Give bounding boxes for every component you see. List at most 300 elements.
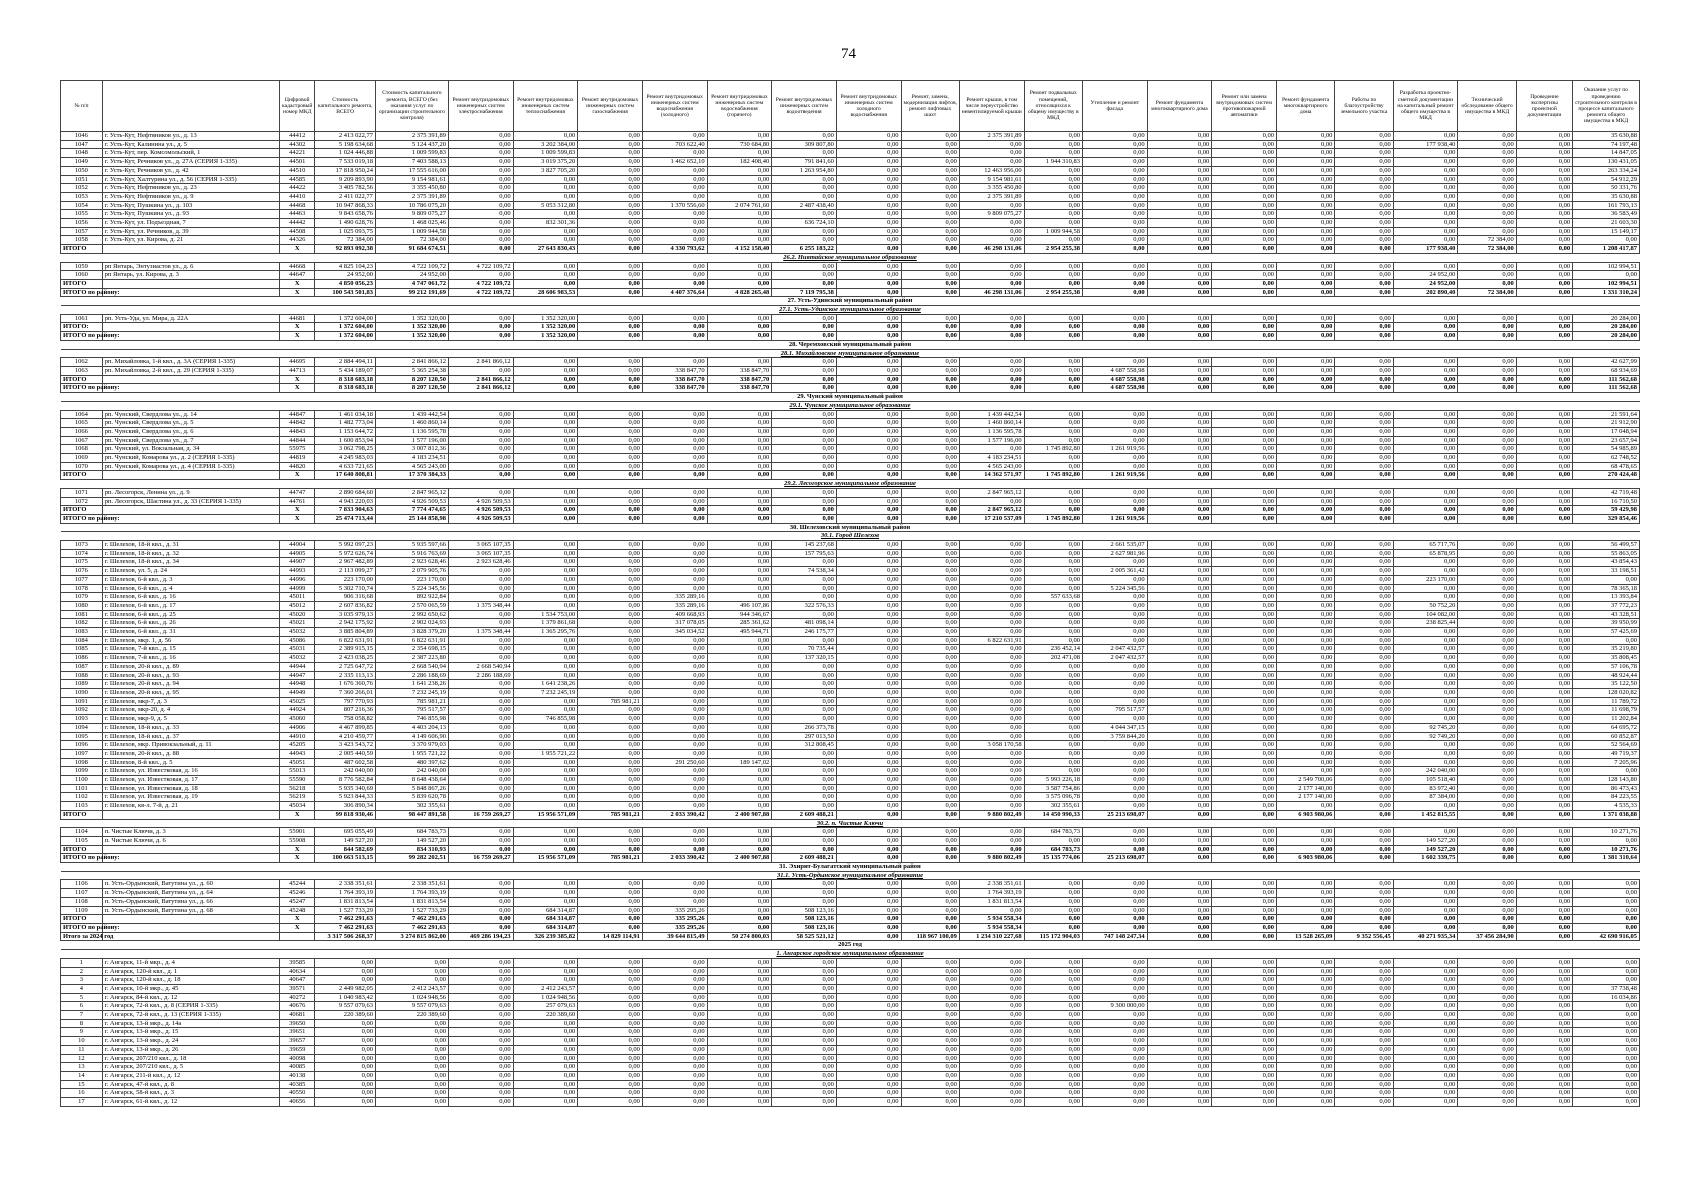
amount-cell: 0,00 [578, 358, 643, 367]
amount-cell: 21 912,90 [1573, 419, 1640, 428]
amount-cell: 0,00 [772, 384, 837, 393]
table-row [61, 366, 1640, 375]
amount-cell: 4 467 899,85 [315, 723, 375, 732]
row-number-cell: 1054 [61, 201, 103, 210]
amount-cell: 0,00 [1147, 506, 1212, 515]
column-header: № п/п [61, 81, 103, 132]
amount-cell: 0,00 [1516, 680, 1572, 689]
amount-cell: 338 847,70 [642, 375, 707, 384]
amount-cell: 0,00 [1516, 767, 1572, 776]
amount-cell: 1 372 604,00 [315, 314, 375, 323]
amount-cell: 0,00 [1458, 732, 1516, 741]
cadastral-code-cell: 44412 [280, 132, 315, 141]
amount-cell: 0,00 [1458, 1037, 1516, 1046]
amount-cell: 1 261 919,56 [1082, 471, 1147, 480]
amount-cell: 0,00 [1335, 506, 1393, 515]
amount-cell: 0,00 [1516, 706, 1572, 715]
amount-cell: 0,00 [1335, 323, 1393, 332]
amount-cell: 4 926 509,53 [448, 506, 513, 515]
amount-cell: 0,00 [901, 462, 959, 471]
address-cell: рп Янтарь, ул. Кирова, д. 3 [102, 271, 279, 280]
address-cell: г. Ангарск, 11-й мкр., д. 4 [102, 958, 279, 967]
amount-cell: 0,00 [1276, 514, 1334, 523]
amount-cell: 2 400 907,88 [707, 854, 772, 863]
amount-cell: 0,00 [1516, 802, 1572, 811]
amount-cell: 0,00 [1276, 236, 1334, 245]
amount-cell: 1 460 860,14 [375, 419, 448, 428]
amount-cell: 0,00 [1458, 323, 1516, 332]
amount-cell: 0,00 [1212, 723, 1277, 732]
amount-cell: 0,00 [448, 610, 513, 619]
amount-cell: 0,00 [836, 889, 901, 898]
amount-cell: 0,00 [836, 1089, 901, 1098]
amount-cell: 0,00 [578, 802, 643, 811]
amount-cell: 0,00 [1276, 445, 1334, 454]
amount-cell: 0,00 [836, 1054, 901, 1063]
amount-cell: 4 210 459,77 [315, 732, 375, 741]
amount-cell: 2 668 540,94 [375, 662, 448, 671]
amount-cell: 0,00 [513, 706, 578, 715]
amount-cell: 0,00 [959, 776, 1024, 785]
district-heading-row [61, 863, 1640, 872]
amount-cell: 0,00 [1458, 749, 1516, 758]
amount-cell: 0,00 [959, 758, 1024, 767]
table-row [61, 575, 1640, 584]
amount-cell: 0,00 [772, 984, 837, 993]
amount-cell: 0,00 [836, 654, 901, 663]
amount-cell: 9 880 802,49 [959, 854, 1024, 863]
amount-cell: 0,00 [836, 976, 901, 985]
amount-cell: 0,00 [1276, 923, 1334, 932]
amount-cell: 0,00 [513, 776, 578, 785]
table-row [61, 201, 1640, 210]
amount-cell: 0,00 [707, 549, 772, 558]
amount-cell: 0,00 [448, 1019, 513, 1028]
amount-cell: 0,00 [1458, 601, 1516, 610]
amount-cell: 0,00 [707, 741, 772, 750]
amount-cell: 13 393,84 [1573, 593, 1640, 602]
cadastral-code-cell: 44668 [280, 262, 315, 271]
amount-cell: 0,00 [448, 723, 513, 732]
amount-cell: 0,00 [578, 645, 643, 654]
amount-cell: 0,00 [1212, 192, 1277, 201]
amount-cell: 0,00 [836, 158, 901, 167]
amount-cell: 0,00 [707, 828, 772, 837]
amount-cell: 0,00 [642, 645, 707, 654]
amount-cell: 5 224 345,56 [375, 584, 448, 593]
amount-cell: 297 013,50 [772, 732, 837, 741]
amount-cell: 14 450 990,33 [1024, 810, 1082, 819]
cadastral-code-cell: 44442 [280, 219, 315, 228]
amount-cell: 1 955 721,22 [513, 749, 578, 758]
amount-cell: 0,00 [1335, 593, 1393, 602]
amount-cell: 0,00 [1393, 210, 1458, 219]
amount-cell: 59 429,98 [1573, 506, 1640, 515]
amount-cell: 0,00 [836, 184, 901, 193]
amount-cell: 0,00 [1024, 906, 1082, 915]
amount-cell: 0,00 [1082, 697, 1147, 706]
amount-cell: 2 412 243,57 [375, 984, 448, 993]
amount-cell: 0,00 [1276, 958, 1334, 967]
amount-cell: 0,00 [1335, 715, 1393, 724]
amount-cell: 0,00 [1516, 245, 1572, 254]
amount-cell: 0,00 [1276, 697, 1334, 706]
amount-cell: 0,00 [1393, 976, 1458, 985]
amount-cell: 0,00 [1276, 271, 1334, 280]
amount-cell: 0,00 [1024, 497, 1082, 506]
amount-cell: 0,00 [1024, 628, 1082, 637]
amount-cell: 0,00 [1212, 419, 1277, 428]
amount-cell: 335 295,26 [642, 923, 707, 932]
amount-cell: 0,00 [1082, 158, 1147, 167]
amount-cell: 14 829 114,91 [578, 932, 643, 941]
row-number-cell: 13 [61, 1063, 103, 1072]
amount-cell: 5 993 226,18 [1024, 776, 1082, 785]
amount-cell: 0,00 [1276, 802, 1334, 811]
amount-cell: 0,00 [836, 262, 901, 271]
amount-cell: 0,00 [1082, 288, 1147, 297]
amount-cell: 0,00 [901, 567, 959, 576]
row-number-cell: 1108 [61, 897, 103, 906]
address-cell: г. Шелехов, 6-й квл., д. 16 [102, 593, 279, 602]
amount-cell: 0,00 [901, 906, 959, 915]
amount-cell: 0,00 [1458, 1019, 1516, 1028]
amount-cell: 0,00 [513, 541, 578, 550]
amount-cell: 0,00 [1276, 184, 1334, 193]
amount-cell: 0,00 [836, 671, 901, 680]
amount-cell: 202 890,40 [1393, 288, 1458, 297]
amount-cell: 0,00 [1516, 671, 1572, 680]
amount-cell: 0,00 [1024, 567, 1082, 576]
section-heading: 27.1. Усть-Удинское муниципальное образование [61, 306, 1640, 315]
amount-cell: 2 847 965,12 [959, 488, 1024, 497]
amount-cell: 0,00 [772, 680, 837, 689]
address-cell [102, 471, 279, 480]
amount-cell: 0,00 [578, 1037, 643, 1046]
cadastral-code-cell: 40647 [280, 976, 315, 985]
amount-cell: 1 482 773,04 [315, 419, 375, 428]
amount-cell: 0,00 [772, 271, 837, 280]
amount-cell: 0,00 [1212, 636, 1277, 645]
amount-cell: 2 847 965,12 [375, 488, 448, 497]
amount-cell: 0,00 [901, 610, 959, 619]
amount-cell: 0,00 [1516, 549, 1572, 558]
amount-cell: 0,00 [901, 802, 959, 811]
amount-cell: 0,00 [772, 1011, 837, 1020]
amount-cell: 3 317 506 268,37 [315, 932, 375, 941]
amount-cell: 2 549 700,06 [1276, 776, 1334, 785]
amount-cell: 0,00 [1082, 767, 1147, 776]
amount-cell: 0,00 [1516, 628, 1572, 637]
amount-cell: 0,00 [959, 323, 1024, 332]
amount-cell: 0,00 [901, 279, 959, 288]
amount-cell: 0,00 [513, 1019, 578, 1028]
amount-cell: 0,00 [836, 288, 901, 297]
amount-cell: 2 841 866,12 [448, 358, 513, 367]
address-cell [102, 375, 279, 384]
amount-cell: 0,00 [448, 410, 513, 419]
amount-cell: 0,00 [1516, 776, 1572, 785]
amount-cell: 0,00 [1024, 279, 1082, 288]
cadastral-code-cell: X [280, 506, 315, 515]
address-cell: г. Ангарск, 84-й квл., д. 12 [102, 993, 279, 1002]
amount-cell: 0,00 [1212, 706, 1277, 715]
amount-cell: 0,00 [448, 488, 513, 497]
amount-cell: 0,00 [1276, 1054, 1334, 1063]
amount-cell: 0,00 [1393, 706, 1458, 715]
row-number-cell: 1072 [61, 497, 103, 506]
amount-cell: 0,00 [1147, 1054, 1212, 1063]
table-row [61, 897, 1640, 906]
row-number-cell: 1109 [61, 906, 103, 915]
amount-cell: 302 355,61 [375, 802, 448, 811]
amount-cell: 0,00 [707, 332, 772, 341]
amount-cell: 0,00 [1212, 175, 1277, 184]
amount-cell: 266 373,78 [772, 723, 837, 732]
amount-cell: 0,00 [513, 236, 578, 245]
amount-cell: 0,00 [513, 671, 578, 680]
amount-cell: 0,00 [375, 976, 448, 985]
amount-cell: 0,00 [707, 845, 772, 854]
amount-cell: 0,00 [1082, 488, 1147, 497]
address-cell: г. Ангарск, 120-й квл., д. 18 [102, 976, 279, 985]
municipality-heading-row [61, 871, 1640, 880]
amount-cell: 0,00 [707, 593, 772, 602]
amount-cell: 0,00 [1573, 236, 1640, 245]
cadastral-code-cell: 44842 [280, 419, 315, 428]
amount-cell: 0,00 [578, 1054, 643, 1063]
amount-cell: 0,00 [1393, 1089, 1458, 1098]
amount-cell: 0,00 [1024, 262, 1082, 271]
amount-cell: 0,00 [513, 828, 578, 837]
amount-cell: 0,00 [1458, 958, 1516, 967]
address-cell: г. Шелехов, ул. Известковая, д. 18 [102, 784, 279, 793]
amount-cell: 0,00 [1516, 1071, 1572, 1080]
row-number-cell: 1079 [61, 593, 103, 602]
amount-cell: 0,00 [1024, 427, 1082, 436]
amount-cell: 2 992 650,62 [375, 610, 448, 619]
amount-cell: 5 302 710,74 [315, 584, 375, 593]
amount-cell: 111 562,68 [1573, 384, 1640, 393]
row-number-cell: 8 [61, 1019, 103, 1028]
amount-cell: 0,00 [1335, 132, 1393, 141]
amount-cell: 0,00 [578, 384, 643, 393]
table-row [61, 662, 1640, 671]
amount-cell: 785 981,21 [375, 697, 448, 706]
amount-cell: 0,00 [578, 558, 643, 567]
amount-cell: 1 352 320,00 [513, 314, 578, 323]
cadastral-code-cell: 45247 [280, 897, 315, 906]
amount-cell: 0,00 [1147, 836, 1212, 845]
amount-cell: 2 286 188,69 [375, 671, 448, 680]
amount-cell: 0,00 [901, 445, 959, 454]
amount-cell: 0,00 [1212, 671, 1277, 680]
amount-cell: 0,00 [959, 332, 1024, 341]
amount-cell: 0,00 [1516, 636, 1572, 645]
amount-cell: 17 555 616,00 [375, 166, 448, 175]
row-number-cell: ИТОГО по району: [61, 514, 103, 523]
amount-cell: 785 981,21 [578, 854, 643, 863]
amount-cell: 118 967 100,09 [901, 932, 959, 941]
amount-cell: 0,00 [375, 1063, 448, 1072]
amount-cell: 0,00 [1276, 549, 1334, 558]
table-row [61, 436, 1640, 445]
table-row [61, 166, 1640, 175]
amount-cell: 496 107,86 [707, 601, 772, 610]
amount-cell: 0,00 [707, 192, 772, 201]
amount-cell: 246 175,77 [772, 628, 837, 637]
amount-cell: 0,00 [448, 175, 513, 184]
row-number-cell: Итого за 2024 год [61, 932, 103, 941]
amount-cell: 0,00 [772, 715, 837, 724]
amount-cell: 0,00 [1516, 462, 1572, 471]
amount-cell: 0,00 [707, 514, 772, 523]
row-number-cell: 17 [61, 1098, 103, 1107]
amount-cell: 0,00 [1082, 192, 1147, 201]
cadastral-code-cell: 44904 [280, 541, 315, 550]
address-cell: г. Усть-Кут, ул. Подъездная, 7 [102, 219, 279, 228]
amount-cell: 263 334,24 [1573, 166, 1640, 175]
amount-cell: 0,00 [836, 1063, 901, 1072]
amount-cell: 1 352 320,00 [513, 332, 578, 341]
year-heading-row [61, 941, 1640, 950]
amount-cell: 0,00 [375, 1080, 448, 1089]
amount-cell: 0,00 [513, 410, 578, 419]
amount-cell: 0,00 [1082, 784, 1147, 793]
amount-cell: 5 992 097,23 [315, 541, 375, 550]
amount-cell: 0,00 [836, 227, 901, 236]
amount-cell: 0,00 [1024, 958, 1082, 967]
amount-cell: 0,00 [959, 567, 1024, 576]
section-heading: 31. Эхирит-Булагатский муниципальный район [61, 863, 1640, 872]
amount-cell: 0,00 [1024, 558, 1082, 567]
amount-cell: 0,00 [1147, 654, 1212, 663]
amount-cell: 0,00 [1516, 436, 1572, 445]
amount-cell: 0,00 [772, 958, 837, 967]
amount-cell: 0,00 [1516, 697, 1572, 706]
amount-cell: 0,00 [1516, 915, 1572, 924]
amount-cell: 9 154 981,61 [959, 175, 1024, 184]
amount-cell: 0,00 [1393, 506, 1458, 515]
address-cell: п. Усть-Ордынский, Ватутина ул., д. 64 [102, 889, 279, 898]
amount-cell: 1 263 954,80 [772, 166, 837, 175]
amount-cell: 0,00 [707, 767, 772, 776]
amount-cell: 0,00 [1458, 619, 1516, 628]
amount-cell: 0,00 [836, 932, 901, 941]
amount-cell: 0,00 [578, 889, 643, 898]
amount-cell: 338 847,70 [707, 375, 772, 384]
amount-cell: 0,00 [513, 897, 578, 906]
amount-cell: 0,00 [1516, 715, 1572, 724]
amount-cell: 0,00 [642, 1054, 707, 1063]
amount-cell: 0,00 [772, 584, 837, 593]
table-row [61, 715, 1640, 724]
amount-cell: 2 890 684,60 [315, 488, 375, 497]
row-number-cell: 1092 [61, 706, 103, 715]
amount-cell: 0,00 [1147, 610, 1212, 619]
amount-cell: 35 630,88 [1573, 132, 1640, 141]
amount-cell: 17 818 950,24 [315, 166, 375, 175]
table-row [61, 1080, 1640, 1089]
amount-cell: 0,00 [1516, 454, 1572, 463]
table-row [61, 149, 1640, 158]
amount-cell: 0,00 [1212, 923, 1277, 932]
amount-cell: 0,00 [513, 697, 578, 706]
amount-cell: 0,00 [578, 192, 643, 201]
amount-cell: 0,00 [959, 967, 1024, 976]
amount-cell: 508 123,16 [772, 906, 837, 915]
amount-cell: 7 232 245,19 [375, 689, 448, 698]
amount-cell: 0,00 [1458, 706, 1516, 715]
amount-cell: 0,00 [1516, 793, 1572, 802]
amount-cell: 0,00 [1458, 567, 1516, 576]
amount-cell: 0,00 [1276, 749, 1334, 758]
amount-cell: 0,00 [1335, 149, 1393, 158]
amount-cell: 0,00 [375, 1028, 448, 1037]
cadastral-code-cell: 39650 [280, 1019, 315, 1028]
amount-cell: 37 772,23 [1573, 601, 1640, 610]
amount-cell: 0,00 [959, 601, 1024, 610]
amount-cell: 0,00 [836, 715, 901, 724]
address-cell: г. Шелехов, 6-й квл., д. 31 [102, 628, 279, 637]
amount-cell: 0,00 [448, 1037, 513, 1046]
amount-cell: 0,00 [448, 1011, 513, 1020]
amount-cell: 338 847,70 [707, 384, 772, 393]
amount-cell: 0,00 [513, 732, 578, 741]
amount-cell: 0,00 [1458, 680, 1516, 689]
amount-cell: 0,00 [1393, 1002, 1458, 1011]
amount-cell: 0,00 [1147, 1063, 1212, 1072]
amount-cell: 0,00 [1024, 880, 1082, 889]
amount-cell: 0,00 [836, 619, 901, 628]
column-header: Стоимость капитального ремонта, ВСЕГО [315, 81, 375, 132]
amount-cell: 0,00 [1147, 375, 1212, 384]
cadastral-code-cell: 45012 [280, 601, 315, 610]
amount-cell: 2 005 440,59 [315, 749, 375, 758]
amount-cell: 9 809 075,27 [375, 210, 448, 219]
amount-cell: 0,00 [1458, 662, 1516, 671]
amount-cell: 0,00 [1082, 758, 1147, 767]
amount-cell: 4 183 234,51 [375, 454, 448, 463]
municipality-heading-row [61, 349, 1640, 358]
amount-cell: 0,00 [707, 210, 772, 219]
amount-cell: 2 609 488,21 [772, 810, 837, 819]
amount-cell: 0,00 [513, 445, 578, 454]
amount-cell: 7 119 795,38 [772, 288, 837, 297]
amount-cell: 0,00 [1335, 541, 1393, 550]
municipality-heading-row [61, 306, 1640, 315]
amount-cell: 0,00 [1458, 436, 1516, 445]
amount-cell: 2 661 535,07 [1082, 541, 1147, 550]
amount-cell: 0,00 [901, 201, 959, 210]
amount-cell: 0,00 [642, 236, 707, 245]
amount-cell: 0,00 [578, 166, 643, 175]
amount-cell: 0,00 [707, 906, 772, 915]
amount-cell: 0,00 [1573, 1028, 1640, 1037]
amount-cell: 0,00 [959, 984, 1024, 993]
amount-cell: 0,00 [1393, 567, 1458, 576]
amount-cell: 0,00 [1335, 967, 1393, 976]
amount-cell: 322 576,33 [772, 601, 837, 610]
amount-cell: 0,00 [901, 192, 959, 201]
amount-cell: 0,00 [1082, 967, 1147, 976]
amount-cell: 5 923 844,33 [315, 793, 375, 802]
amount-cell: 0,00 [578, 184, 643, 193]
amount-cell: 0,00 [642, 671, 707, 680]
amount-cell: 0,00 [513, 358, 578, 367]
amount-cell: 0,00 [1276, 1080, 1334, 1089]
amount-cell: 4 535,33 [1573, 802, 1640, 811]
